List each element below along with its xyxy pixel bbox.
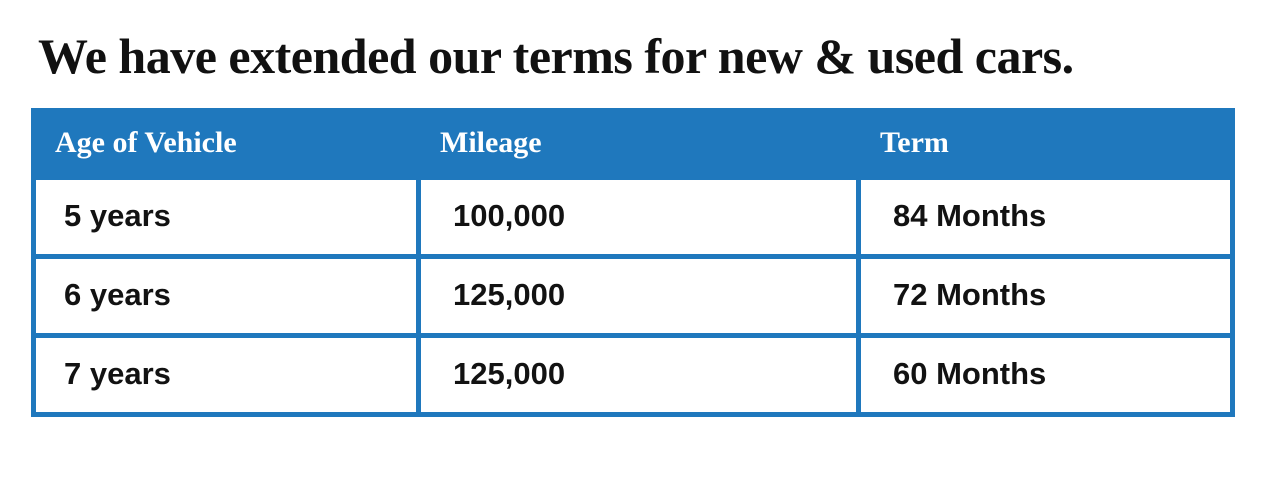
cell-term: 84 Months <box>856 180 1235 259</box>
table-header <box>31 108 1235 180</box>
cell-mileage: 125,000 <box>416 259 856 338</box>
page-title: We have extended our terms for new & used cars. <box>38 28 1074 84</box>
column-header-age-of-vehicle: Age of Vehicle <box>31 108 416 180</box>
table-row <box>31 259 1235 338</box>
terms-table-wrapper <box>31 108 1235 417</box>
table-row <box>31 180 1235 259</box>
cell-age: 5 years <box>31 180 416 259</box>
table-row <box>31 338 1235 417</box>
table-body <box>31 180 1235 417</box>
cell-mileage: 125,000 <box>416 338 856 417</box>
cell-age: 6 years <box>31 259 416 338</box>
column-header-term: Term <box>856 108 1235 180</box>
cell-age: 7 years <box>31 338 416 417</box>
cell-term: 60 Months <box>856 338 1235 417</box>
table-header-row <box>31 108 1235 180</box>
cell-mileage: 100,000 <box>416 180 856 259</box>
cell-term: 72 Months <box>856 259 1235 338</box>
terms-table <box>31 108 1235 417</box>
column-header-mileage: Mileage <box>416 108 856 180</box>
